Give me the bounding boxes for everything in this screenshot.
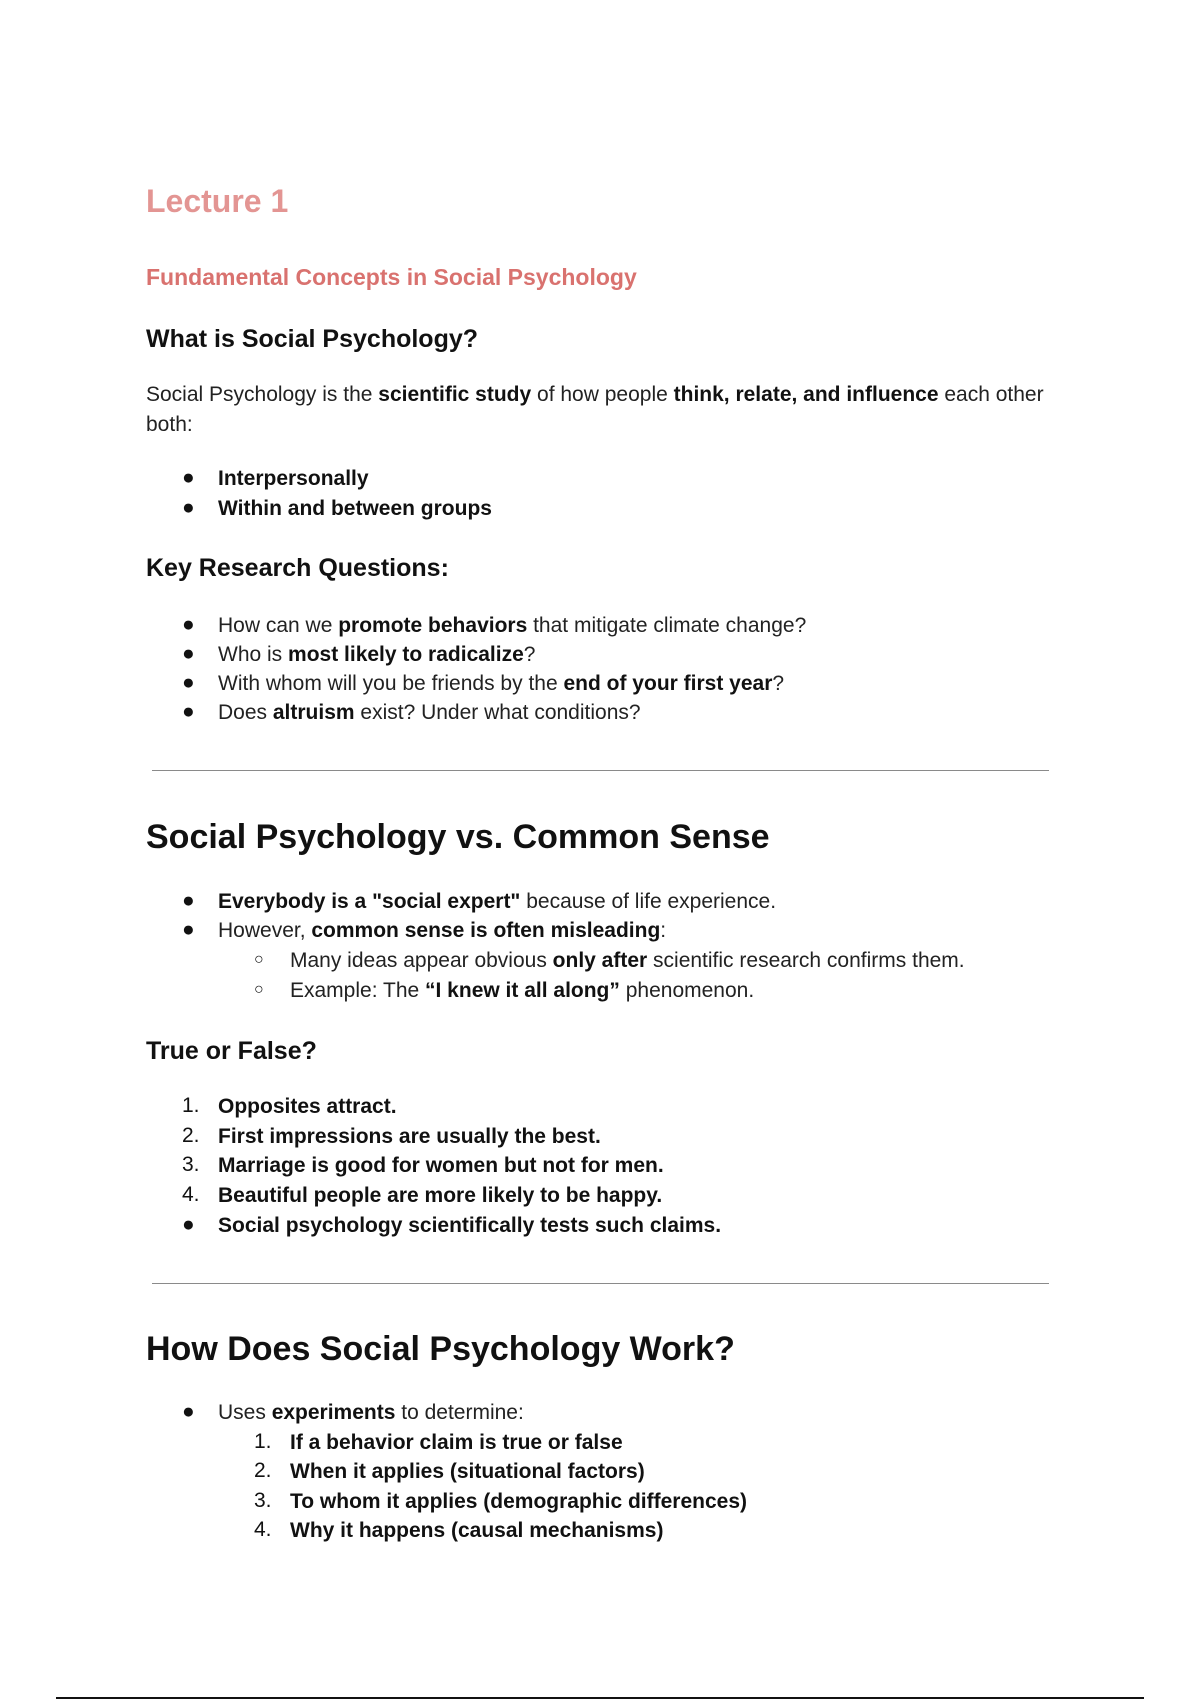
list-item: ○ Example: The “I knew it all along” phenomenon. [254, 979, 755, 1002]
list-item: ○ Many ideas appear obvious only after scientific research confirms them. [254, 949, 965, 972]
list-item: ● Interpersonally [182, 466, 369, 490]
key-questions-list [146, 613, 1046, 729]
list-item: ● Within and between groups [182, 496, 492, 520]
bullet-icon: ● [182, 1400, 195, 1423]
circle-bullet-icon: ○ [254, 951, 264, 968]
list-item: ● However, common sense is often misleading: [182, 918, 667, 942]
list-item: 1. Opposites attract. [182, 1094, 397, 1118]
list-item: 3. Marriage is good for women but not for men. [182, 1153, 664, 1177]
list-item: ● Uses experiments to determine: [182, 1400, 524, 1424]
bullet-icon: ● [182, 918, 195, 941]
circle-bullet-icon: ○ [254, 981, 264, 998]
bullet-icon: ● [182, 613, 195, 636]
lecture-title: Lecture 1 [146, 183, 289, 219]
how-works-list [146, 1400, 1046, 1548]
list-item: 1. If a behavior claim is true or false [254, 1430, 623, 1454]
list-item: 4. Why it happens (causal mechanisms) [254, 1518, 664, 1542]
true-false-list [146, 1094, 1046, 1243]
list-item: ● With whom will you be friends by the end of your first year? [182, 671, 785, 695]
bullet-icon: ● [182, 496, 195, 519]
list-item: 2. First impressions are usually the best. [182, 1124, 601, 1148]
key-questions-heading: Key Research Questions: [146, 554, 449, 582]
page-bottom-rule [56, 1697, 1144, 1699]
list-item: ● Everybody is a "social expert" because of life experience. [182, 889, 777, 913]
section-divider [152, 770, 1049, 771]
list-item: ● Social psychology scientifically tests such claims. [182, 1213, 722, 1237]
bullet-icon: ● [182, 700, 195, 723]
list-item: 3. To whom it applies (demographic differences) [254, 1489, 748, 1513]
bullet-icon: ● [182, 1213, 195, 1236]
list-item: ● How can we promote behaviors that mitigate climate change? [182, 613, 807, 637]
true-false-heading: True or False? [146, 1037, 317, 1065]
common-sense-heading: Social Psychology vs. Common Sense [146, 818, 770, 856]
what-is-heading: What is Social Psychology? [146, 325, 479, 353]
what-is-list [146, 466, 1046, 526]
section-divider [152, 1283, 1049, 1284]
how-works-heading: How Does Social Psychology Work? [146, 1330, 735, 1368]
list-item: 2. When it applies (situational factors) [254, 1459, 645, 1483]
common-sense-list [146, 889, 1046, 1008]
bullet-icon: ● [182, 642, 195, 665]
what-is-paragraph: Social Psychology is the scientific study of how people think, relate, and influence each other both: [146, 383, 1044, 436]
list-item: 4. Beautiful people are more likely to be happy. [182, 1183, 663, 1207]
bullet-icon: ● [182, 889, 195, 912]
list-item: ● Who is most likely to radicalize? [182, 642, 536, 666]
subtitle: Fundamental Concepts in Social Psychology [146, 264, 637, 290]
list-item: ● Does altruism exist? Under what conditions? [182, 700, 641, 724]
bullet-icon: ● [182, 671, 195, 694]
bullet-icon: ● [182, 466, 195, 489]
